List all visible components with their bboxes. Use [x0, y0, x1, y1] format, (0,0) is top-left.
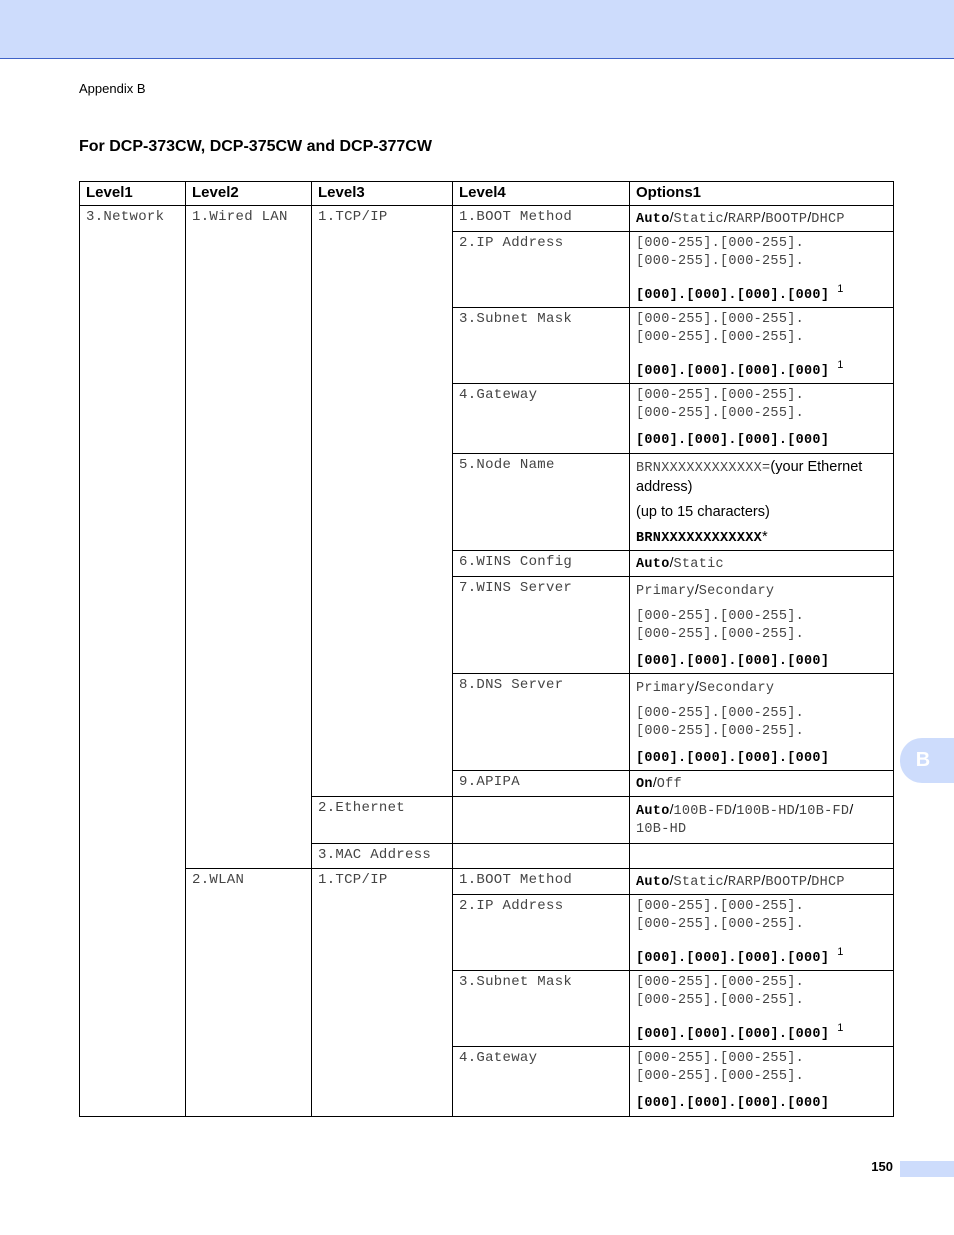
level4-cell: 2.IP Address	[453, 895, 630, 971]
level4-cell: 8.DNS Server	[453, 674, 630, 771]
options-cell: Auto/Static/RARP/BOOTP/DHCP	[630, 206, 894, 232]
header-level3: Level3	[312, 182, 453, 206]
options-cell: Auto/Static	[630, 551, 894, 577]
options-cell: Primary/Secondary [000-255].[000-255]. [000-255].[000-255]. [000].[000].[000].[000]	[630, 577, 894, 674]
table-row	[80, 869, 894, 895]
level4-cell	[453, 844, 630, 869]
header-level1: Level1	[80, 182, 186, 206]
level3-tcpip-cell: 1.TCP/IP	[312, 206, 453, 797]
options-cell	[630, 844, 894, 869]
level2-wlan-cell: 2.WLAN	[186, 869, 312, 1117]
level4-cell: 9.APIPA	[453, 771, 630, 797]
level4-cell: 1.BOOT Method	[453, 206, 630, 232]
level4-cell: 2.IP Address	[453, 232, 630, 308]
table-header-row	[80, 182, 894, 206]
level4-cell: 7.WINS Server	[453, 577, 630, 674]
level4-cell: 6.WINS Config	[453, 551, 630, 577]
options-cell: Primary/Secondary [000-255].[000-255]. [000-255].[000-255]. [000].[000].[000].[000]	[630, 674, 894, 771]
options-cell: BRNXXXXXXXXXXXX=(your Ethernet address) (up to 15 characters) BRNXXXXXXXXXXXX*	[630, 454, 894, 551]
page-number: 150	[871, 1159, 893, 1174]
options-cell: [000-255].[000-255]. [000-255].[000-255]. [000].[000].[000].[000]	[630, 384, 894, 454]
level4-cell: 5.Node Name	[453, 454, 630, 551]
level3-ethernet-cell: 2.Ethernet	[312, 797, 453, 844]
options-cell: [000-255].[000-255]. [000-255].[000-255]. [000].[000].[000].[000] $^1$	[630, 895, 894, 971]
options-cell: Auto/Static/RARP/BOOTP/DHCP	[630, 869, 894, 895]
level4-cell	[453, 797, 630, 844]
level4-cell: 4.Gateway	[453, 384, 630, 454]
table-row	[80, 206, 894, 232]
appendix-side-tab: B	[900, 738, 954, 783]
options-cell: [000-255].[000-255]. [000-255].[000-255]. [000].[000].[000].[000] $^1$	[630, 971, 894, 1047]
options-cell: Auto/100B-FD/100B-HD/10B-FD/ 10B-HD	[630, 797, 894, 844]
options-cell: [000-255].[000-255]. [000-255].[000-255]. [000].[000].[000].[000]	[630, 1047, 894, 1117]
options-cell: [000-255].[000-255]. [000-255].[000-255]. [000].[000].[000].[000] $^1$	[630, 308, 894, 384]
options-cell: On/Off	[630, 771, 894, 797]
level4-cell: 1.BOOT Method	[453, 869, 630, 895]
page-title: For DCP-373CW, DCP-375CW and DCP-377CW	[79, 138, 432, 155]
options-cell: [000-255].[000-255]. [000-255].[000-255]. [000].[000].[000].[000] $^1$	[630, 232, 894, 308]
page-number-bar	[900, 1161, 954, 1177]
header-level4: Level4	[453, 182, 630, 206]
level3-tcpip-cell: 1.TCP/IP	[312, 869, 453, 1117]
level4-cell: 3.Subnet Mask	[453, 971, 630, 1047]
level2-wired-cell: 1.Wired LAN	[186, 206, 312, 869]
level3-mac-cell: 3.MAC Address	[312, 844, 453, 869]
section-label: Appendix B	[79, 81, 146, 96]
level4-cell: 4.Gateway	[453, 1047, 630, 1117]
header-options: Options1	[630, 182, 894, 206]
page-header-bar	[0, 0, 954, 59]
menu-table	[79, 181, 894, 1117]
level1-cell: 3.Network	[80, 206, 186, 1117]
header-level2: Level2	[186, 182, 312, 206]
level4-cell: 3.Subnet Mask	[453, 308, 630, 384]
